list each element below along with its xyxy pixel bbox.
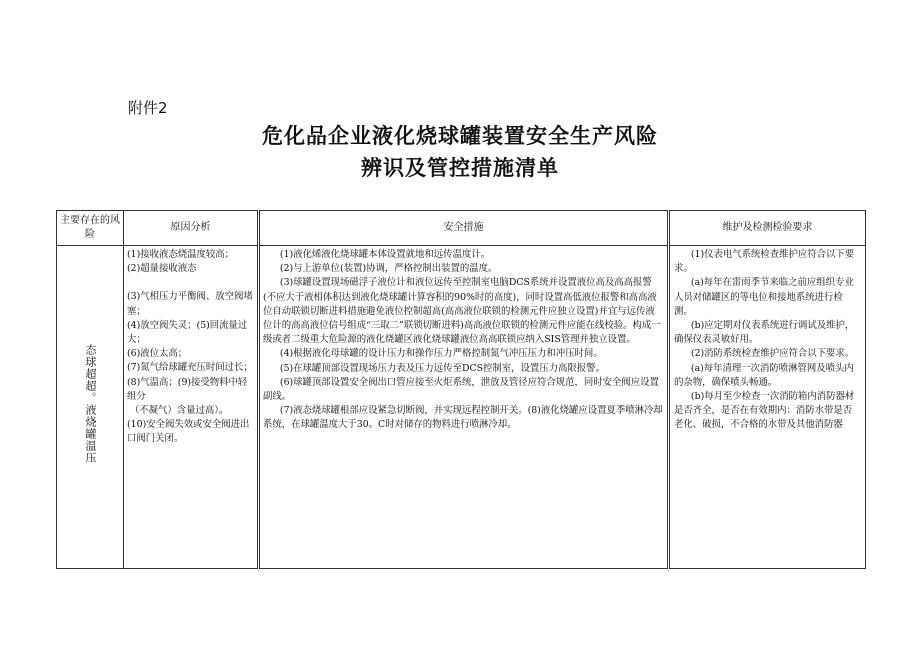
table-header-row — [57, 211, 866, 246]
header-cause: 原因分析 — [124, 211, 259, 246]
page-title-line1: 危化品企业液化烧球罐装置安全生产风险 — [262, 124, 658, 148]
maintenance-cell — [669, 246, 866, 569]
measure-item: (3)球罐设置现场磁浮子液位计和液位远传至控制室电脑DCS系统并设置液位高及高高报警(不应大于液相体积达到液化烧球罐计算容积的90%时的高度)，同时设置高低液位报警和高高液位自动联锁切断进料措施避免液位控制超高(高高液位联锁的检测元件应独立设置)并宜与远传液位计的高高液位信号组成“三取二”联锁切断进料)高高液位联锁的检测元件应能在线校验。构成一级或者二级重大危险源的液化烧罐区液化烧球罐液位高高联锁应纳入SIS管理并独立设置。 — [263, 277, 661, 346]
measure-item: (6)球罐顶部设置安全阀出口管应接至火炬系统，泄放及管径应符合规范，同时安全阀应设置副线。 — [263, 376, 659, 403]
risk-control-table — [56, 210, 866, 569]
measure-item: (5)在球罐顶部设置现场压力表及压力远传至DCS控制室，设置压力高限报警。 — [279, 362, 605, 374]
maintenance-item: (a)每年清理一次消防喷淋管网及喷头内的杂物，确保喷头畅通。 — [674, 362, 854, 388]
measure-item: (4)根据液化母球罐的设计压力和操作压力严格控制氮气冲压压力和冲压时间。 — [279, 348, 603, 360]
cause-item: (8)气温高；(9)接受物料中轻组分 — [127, 376, 248, 402]
header-measures: 安全措施 — [259, 211, 669, 246]
cause-item: (2)超量接收液态 — [127, 263, 197, 275]
cause-cell — [124, 246, 259, 569]
measures-cell — [259, 246, 669, 569]
maintenance-item: (a)每年在雷雨季节来临之前应组织专业人员对储罐区的等电位和接地系统进行检测。 — [674, 277, 854, 317]
header-risk: 主要存在的风险 — [57, 211, 124, 246]
cause-item: (3)气相压力平衡阀、放空阀堵塞； — [127, 291, 253, 317]
maintenance-item: (1)仪表电气系统检查维护应符合以下要求。 — [674, 249, 855, 275]
maintenance-item: (b)每月至少检查一次消防箱内消防器材是否齐全，是否在有效期内：消防水带是否老化、破损，不合格的水带及其他消防器 — [674, 391, 855, 431]
cause-item: (7)氮气给球罐充压时间过长； — [127, 362, 253, 374]
measure-item: (2)与上游单位(装置)协调，严格控制出装置的温度。 — [279, 263, 498, 275]
header-maintenance: 维护及检测检验要求 — [669, 211, 866, 246]
attachment-label: 附件2 — [128, 99, 168, 117]
maintenance-item: (2)消防系统检查维护应符合以下要求。 — [690, 348, 855, 360]
risk-cell — [57, 246, 124, 569]
cause-item: (1)接收液态烧温度较高； — [127, 249, 235, 260]
table-row — [57, 246, 866, 569]
risk-text: 态球超超。液烧罐温压 — [84, 344, 97, 465]
cause-item: （不凝气）含量过高）。 — [129, 405, 229, 417]
page-title-line2: 辨识及管控措施清单 — [361, 156, 559, 180]
measure-item: (7)液态烧球罐根部应设紧急切断阀，并实现远程控制开关。(8)液化烧罐应设置夏季喷淋冷却系统，在球罐温度大于30。C时对储存的物料进行喷淋冷却。 — [263, 405, 663, 431]
cause-item: (6)液位太高； — [127, 348, 188, 360]
maintenance-item: (b)应定期对仪表系统进行调试及维护，确保仪表灵敏好用。 — [674, 320, 855, 346]
measure-item: (1)液化烯液化烧球罐本体设置就地和远传温度计。 — [279, 249, 491, 260]
cause-item: (4)放空阀失灵；(5)回流量过大； — [127, 319, 248, 346]
cause-item: (10)安全阀失效或安全阀进出口阀门关闭。 — [127, 419, 250, 445]
